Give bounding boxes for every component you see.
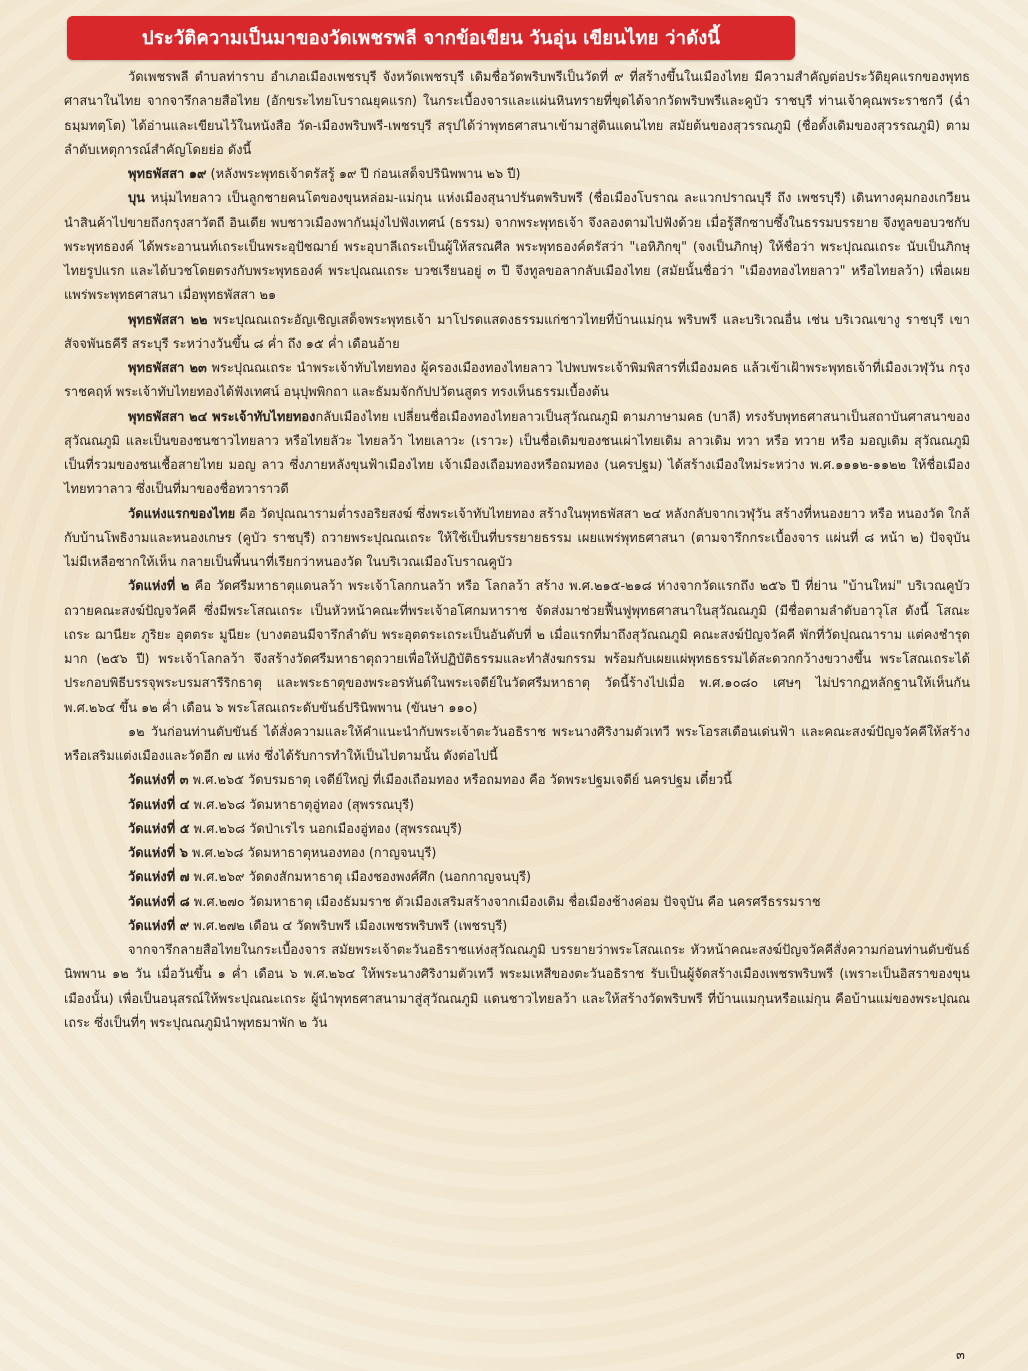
paragraph-year-19 xyxy=(64,163,970,187)
temple-detail: พ.ศ.๒๖๘ วัดป่าเรไร นอกเมืองอู่ทอง (สุพรรณบุรี) xyxy=(189,821,463,837)
paragraph-text: กลับเมืองไทย เปลี่ยนชื่อเมืองทองไทยลาวเป็นสุวัณณภูมิ ตามภาษามคธ (บาลี) ทรงรับพุทธศาสนาเป็นสถาบันศาสนาของสุวัณณภูมิ และเป็นของชนชาวไทยลาว หรือไทยลัวะ ไทยลว้า ไทยเลาวะ (เราวะ) เป็นชื่อเดิมของชนเผ่าไทยเดิม ลาวเดิม ทวา หรือ ทวาย หรือ มอญเดิม สุวัณณภูมิ เป็นที่รวมของชนเชื้อสายไทย มอญ ลาว ซึ่งภายหลังขุนฟ้าเมืองไทย เจ้าเมืองเถือมทองหรือถมทอง (นครปฐม) ได้สร้างเมืองใหม่ระหว่าง พ.ศ.๑๑๑๒-๑๑๒๒ ให้ชื่อเมืองไทยทวาลาว ซึ่งเป็นที่มาของชื่อทวาราวดี xyxy=(64,409,970,498)
temple-number: วัดแห่งที่ ๘ xyxy=(128,894,190,910)
temple-list-item xyxy=(64,842,970,866)
document-body xyxy=(64,66,970,1036)
temple-number: วัดแห่งที่ ๔ xyxy=(128,797,190,813)
paragraph-text: จากจารึกลายสือไทยในกระเบื้องจาร สมัยพระเจ้าตะวันอธิราชแห่งสุวัณณภูมิ บรรยายว่าพระโสณเถระ หัวหน้าคณะสงฆ์ปัญจวัคคีสั่งความก่อนท่านดับขันธ์นิพพาน ๑๒ วัน เมื่อวันขึ้น ๑ ค่ำ เดือน ๖ พ.ศ.๒๖๔ ให้พระนางศิริงามตัวเทวี พระมเหสีของตะวันอธิราช รับเป็นผู้จัดสร้างเมืองเพชรพริบพรี (เพราะเป็นอิสราของขุนเมืองนั้น) เพื่อเป็นอนุสรณ์ให้พระปุณณะเถระ ผู้นำพุทธศาสนามาสู่สุวัณณภูมิ แดนชาวไทยลว้า และให้สร้างวัดพริบพรี ที่บ้านแมกุนหรือแม่กุน คือบ้านแม่ของพระปุณณเถระ ซึ่งเป็นที่ๆ พระปุณณภูมินำพุทธมาพัก ๒ วัน xyxy=(64,943,970,1031)
temple-list-item xyxy=(64,818,970,842)
temple-detail: พ.ศ.๒๖๕ วัดบรมธาตุ เจดีย์ใหญ่ ที่เมืองเถือมทอง หรือถมทอง คือ วัดพระปฐมเจดีย์ นครปฐม เดี๋ยวนี้ xyxy=(188,773,732,789)
paragraph-second-temple xyxy=(64,575,970,721)
paragraph-year-23 xyxy=(64,357,970,406)
paragraph-text: (หลังพระพุทธเจ้าตรัสรู้ ๑๙ ปี ก่อนเสด็จปรินิพพาน ๒๖ ปี) xyxy=(206,167,521,182)
paragraph-heading: วัดแห่งที่ ๒ xyxy=(128,579,190,595)
paragraph-text: หนุ่มไทยลาว เป็นลูกชายคนโตของขุนหล่อม-แม่กุน แห่งเมืองสุนาปรันตพริบพรี (ชื่อเมืองโบราณ ละแวกปราณบุรี ถึง เพชรบุรี) เดินทางคุมกองเกวียนนำสินค้าไปขายถึงกรุงสาวัตถี อินเดีย พบชาวเมืองพากันมุ่งไปฟังเทศน์ (ธรรม) จากพระพุทธเจ้า จึงลองตามไปฟังด้วย เมื่อรู้สึกซาบซึ้งในธรรมบรรยาย จึงทูลขอบวชกับพระพุทธองค์ ได้พระอานนท์เถระเป็นพระอุปัชฌาย์ พระอุบาลีเถระเป็นผู้ให้สรณศีล พระพุทธองค์ตรัสว่า "เอหิภิกขุ" (จงเป็นภิกษุ) ให้ชื่อว่า พระปุณณเถระ นับเป็นภิกษุไทยรูปแรก และได้บวชโดยตรงกับพระพุทธองค์ พระปุณณเถระ บวชเรียนอยู่ ๓ ปี จึงทูลขอลากลับเมืองไทย (สมัยนั้นชื่อว่า "เมืองทองไทยลาว" หรือไทยลว้า) เพื่อเผยแพร่พระพุทธศาสนา เมื่อพุทธพัสสา ๒๑ xyxy=(64,191,970,304)
paragraph-text: คือ วัดปุณณารามต่ำรงอริยสงฆ์ ซึ่งพระเจ้าทับไทยทอง สร้างในพุทธพัสสา ๒๔ หลังกลับจากเวฬุวัน สร้างที่หนองยาว หรือ หนองวัด ใกล้กับบ้านโพธิงามและหนองเกษร (คูบัว ราชบุรี) ถวายพระปุณณเถระ ให้ใช้เป็นที่บรรยายธรรม เผยแพร่พุทธศาสนา (ตามจารึกกระเบื้องจาร แผ่นที่ ๘ หน้า ๒) ปัจจุบันไม่มีเหลือซากให้เห็น กลายเป็นพื้นนาที่เรียกว่าหนองวัด ในบริเวณเมืองโบราณคูบัว xyxy=(64,506,970,570)
paragraph-heading: พุทธพัสสา ๒๔ พระเจ้าทับไทยทอง xyxy=(128,409,316,425)
temple-detail: พ.ศ.๒๗๐ วัดมหาธาตุ เมืองธัมมราช ตัวเมืองเสริมสร้างจากเมืองเดิม ชื่อเมืองช้างค่อม ปัจจุบัน คือ นครศรีธรรมราช xyxy=(189,894,821,910)
paragraph-text: พระปุณณเถระ นำพระเจ้าทับไทยทอง ผู้ครองเมืองทองไทยลาว ไปพบพระเจ้าพิมพิสารที่เมืองมคธ แล้วเข้าเฝ้าพระพุทธเจ้าที่เมืองเวฬุวัน กรุงราชคฤห์ พระเจ้าทับไทยทองได้ฟังเทศน์ อนุปุพพิกถา และธัมมจักกัปปวัตนสูตร ทรงเห็นธรรมเบื้องต้น xyxy=(64,361,970,401)
temple-detail: พ.ศ.๒๖๙ วัดดงสักมหาธาตุ เมืองชองพงศ์ศึก (นอกกาญจนบุรี) xyxy=(189,870,532,886)
paragraph-year-22 xyxy=(64,309,970,358)
paragraph-heading: วัดแห่งแรกของไทย xyxy=(128,506,236,522)
title-banner xyxy=(67,16,795,60)
paragraph-first-temple xyxy=(64,503,970,576)
paragraph-heading: พุทธพัสสา ๒๒ xyxy=(128,312,208,328)
temple-number: วัดแห่งที่ ๕ xyxy=(128,821,190,837)
temple-number: วัดแห่งที่ ๖ xyxy=(128,846,188,861)
temple-list-item xyxy=(64,866,970,890)
temple-list-item xyxy=(64,915,970,939)
paragraph-bun xyxy=(64,187,970,308)
temple-detail: พ.ศ.๒๖๘ วัดมหาธาตุหนองทอง (กาญจนบุรี) xyxy=(187,846,437,861)
page-number: ๓ xyxy=(956,1348,965,1363)
paragraph-text: คือ วัดศรีมหาธาตุแดนลว้า พระเจ้าโลกกนลว้า หรือ โลกลว้า สร้าง พ.ศ.๒๑๕-๒๑๘ ห่างจากวัดแรกถึง ๒๕๖ ปี ที่ย่าน "บ้านใหม่" บริเวณคูบัว ถวายคณะสงฆ์ปัญจวัคคี ซึ่งมีพระโสณเถระ เป็นหัวหน้าคณะที่พระเจ้าอโศกมหาราช จัดส่งมาช่วยฟื้นฟูพุทธศาสนาในสุวัณณภูมิ (มีชื่อตามลำดับอาวุโส ดังนี้ โสณะเถระ ฌานียะ ภูริยะ อุตตระ มูนียะ (บางตอนมีจารึกลำดับ พระอุตตระเถระเป็นอันดับที่ ๒ เมื่อแรกที่มาถึงสุวัณณภูมิ คณะสงฆ์ปัญจวัคคี พักที่วัดปุณณาราม แต่คงชำรุดมาก (๒๕๖ ปี) พระเจ้าโลกลว้า จึงสร้างวัดศรีมหาธาตุถวายเพื่อให้ปฏิบัติธรรมและทำสังฆกรรม พร้อมกับเผยแผ่พุทธธรรมได้สะดวกกว้างขวางขึ้น พระโสณเถระได้ประกอบพิธีบรรจุพระบรมสารีริกธาตุ และพระธาตุของพระอรหันต์ในพระเจดีย์ในวัดศรีมหาธาตุ วัดนี้ร้างไปเมื่อ พ.ศ.๑๐๘๐ เศษๆ ไม่ปรากฏหลักฐานให้เห็นกัน พ.ศ.๒๖๔ ขึ้น ๑๒ ค่ำ เดือน ๖ พระโสณเถระดับขันธ์ปรินิพพาน (ขันษา ๑๑๐) xyxy=(64,579,970,716)
temple-number: วัดแห่งที่ ๙ xyxy=(128,918,190,934)
temple-number: วัดแห่งที่ ๓ xyxy=(128,773,189,789)
paragraph-heading: พุทธพัสสา ๑๙ xyxy=(128,167,207,182)
temple-list-item xyxy=(64,769,970,793)
document-title: ประวัติความเป็นมาของวัดเพชรพลี จากข้อเขียน วันอุ่น เขียนไทย ว่าดังนี้ xyxy=(141,27,721,49)
temple-list-item xyxy=(64,794,970,818)
paragraph-intro xyxy=(64,66,970,163)
temple-detail: พ.ศ.๒๖๘ วัดมหาธาตุอู่ทอง (สุพรรณบุรี) xyxy=(189,797,415,813)
temple-detail: พ.ศ.๒๗๒ เดือน ๔ วัดพริบพรี เมืองเพชรพริบพรี (เพชรบุรี) xyxy=(189,918,508,934)
paragraph-year-24 xyxy=(64,406,970,503)
paragraph-instructions xyxy=(64,721,970,770)
paragraph-text: พระปุณณเถระอัญเชิญเสด็จพระพุทธเจ้า มาโปรดแสดงธรรมแก่ชาวไทยที่บ้านแม่กุน พริบพรี และบริเวณอื่น เช่น บริเวณเขางู ราชบุรี เขาสัจจพันธคีรี สระบุรี ระหว่างวันขึ้น ๘ ค่ำ ถึง ๑๕ ค่ำ เดือนอ้าย xyxy=(64,312,970,352)
temple-list-item xyxy=(64,891,970,915)
paragraph-text: วัดเพชรพลี ตำบลท่าราบ อำเภอเมืองเพชรบุรี จังหวัดเพชรบุรี เดิมชื่อวัดพริบพรีเป็นวัดที่ ๙ ที่สร้างขึ้นในเมืองไทย มีความสำคัญต่อประวัติยุคแรกของพุทธศาสนาในไทย จากจารึกลายสือไทย (อักขระไทยโบราณยุคแรก) ในกระเบื้องจารและแผ่นหินทรายที่ขุดได้จากวัดพริบพรีและคูบัว ราชบุรี ท่านเจ้าคุณพระราชกวี (ฉ่ำ ธมฺมทตฺโต) ได้อ่านและเขียนไว้ในหนังสือ วัด-เมืองพริบพรี-เพชรบุรี สรุปได้ว่าพุทธศาสนาเข้ามาสู่ดินแดนไทย สมัยต้นของสุวรรณภูมิ (ชื่อดั้งเดิมของสุวรรณภูมิ) ตามลำดับเหตุการณ์สำคัญโดยย่อ ดังนี้ xyxy=(64,70,970,158)
paragraph-heading: บุน xyxy=(128,191,145,207)
temple-number: วัดแห่งที่ ๗ xyxy=(128,870,190,886)
paragraph-heading: พุทธพัสสา ๒๓ xyxy=(128,361,207,376)
paragraph-inscription xyxy=(64,939,970,1036)
paragraph-text: ๑๒ วันก่อนท่านดับขันธ์ ได้สั่งความและให้คำแนะนำกับพระเจ้าตะวันอธิราช พระนางศิริงามตัวเทวี พระโอรสเดือนเด่นฟ้า และคณะสงฆ์ปัญจวัคคีให้สร้างหรือเสริมแต่งเมืองและวัดอีก ๗ แห่ง ซึ่งได้รับการทำให้เป็นไปตามนั้น ดังต่อไปนี้ xyxy=(64,724,970,764)
